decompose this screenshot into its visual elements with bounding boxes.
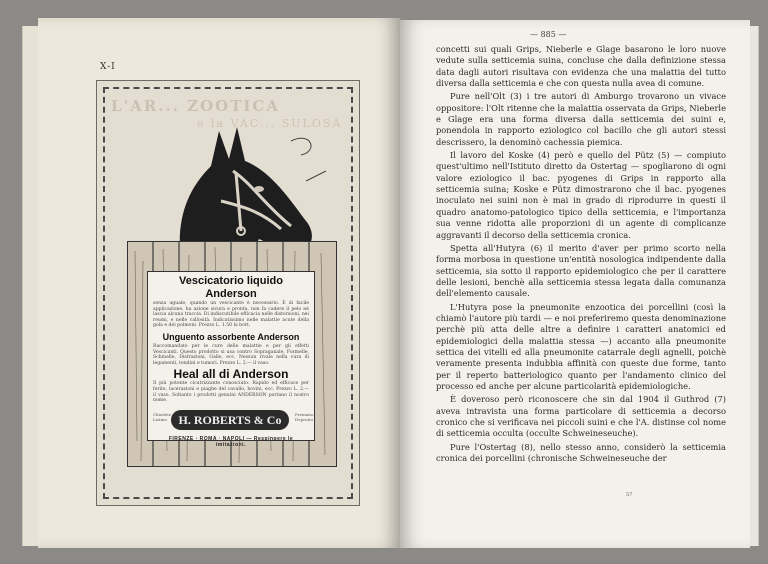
paragraph: È doveroso però riconoscere che sin dal 1904 il Guthrod (7) aveva intravista una forma particolare di setticemia a decorso cronico che si verificava nei piccoli suini e che l'A. distinse col nome di setticemia occulta (occulte Schweineseuche). xyxy=(436,394,726,439)
show-through-line: e la VAC... SULOSA xyxy=(197,117,343,130)
paragraph: concetti sui quali Grips, Nieberle e Glage basarono le loro nuove vedute sulla setticemia suina, concluse che dalla definizione stessa data dagli autori risultava con evidenza che una malattia del tutto diversa dalla setticemia e che con questa nulla avea di comune. xyxy=(436,44,726,89)
signature-mark: 57 xyxy=(626,492,633,498)
ad-title-vescicatorio: Vescicatorio liquido Anderson xyxy=(179,275,283,300)
ad-title-unguento: Unguento assorbente Anderson xyxy=(162,331,300,342)
paragraph: L'Hutyra pose la pneumonite enzootica dei porcellini (così la chiamò l'autore più tardi — e noi preferiremo questa denominazione perchè più atta delle altre a definire i caratteri anatomici ed epidemiologici della malattia stessa —) accanto alla pneumonite settica dei vitelli ed alla pneumonite catarrale degli agnelli, poichè veramente presenta indubbia affinità con queste due forme, tanto per il reperto batteriologico quanto per l'andamento clinico del processo ed anche per alcune particolarità epidemiologiche. xyxy=(436,301,726,391)
ad-text-vescicatorio: senza uguale, quando un vescicante è necessario. È di facile applicazione, ha azione sicura e pronta, non fa cadere il pelo nè lascia alcuna traccia. Di indiscutibile efficacia nelle distorsioni, nei reumi, e nelle callosità. Indicatissimo nelle malattie acute della gola e dei polmoni. Prezzo L. 1.50 la bott. xyxy=(153,301,309,329)
open-book xyxy=(8,12,760,552)
paragraph: Pure l'Ostertag (8), nello stesso anno, considerò la setticemia cronica dei porcellini (chronische Schweineseuche der xyxy=(436,441,726,464)
ad-text-heal-all: Il più potente cicatrizzante conosciuto. Rapido ed efficace per ferite, lacerazioni e piaghe del cavallo, bovini, ecc. Prezzo L. 2.— il vaso. Soltanto i prodotti genuini ANDERSON portano il nostro nome. xyxy=(153,381,309,404)
show-through-heading: L'AR... ZOOTICA xyxy=(111,97,280,115)
page-number: — 885 — xyxy=(530,30,567,39)
paragraph: Il lavoro del Koske (4) però e quello del Pütz (5) — compiuto quest'ultimo nell'Istituto diretto da Ostertag — spogliarono di ogni valore eziologico il bac. pyogenes di Grips in rapporto alla setticemia suina; Koske e Pütz dimostrarono che il bac. pyogenes inoculato nei suini non è mai in grado di riprodurre in questi il quadro anatomo-patologico tipico della setticemia, e l'importanza sua venne ridotta alle proporzioni di un agente di complicanze aggravanti il decorso della setticemia cronica. xyxy=(436,150,726,240)
side-note-left: Chiedete Listino xyxy=(153,411,172,422)
corner-mark: X-I xyxy=(100,62,116,72)
right-page xyxy=(400,20,750,548)
paragraph: Spetta all'Hutyra (6) il merito d'aver per primo scorto nella forma morbosa in questione un'entità nosologica indipendente dalla setticemia, sia sotto il rapporto epidemiologico che per il carattere delle lesioni, benchè alla setticemia stessa legata dalla comunanza dell'elemento causale. xyxy=(436,242,726,299)
ad-title-heal-all: Heal all di Anderson xyxy=(173,367,289,382)
brand-row xyxy=(153,408,314,434)
brand-logo: H. ROBERTS & Co xyxy=(171,410,289,430)
brand-cities: FIRENZE · ROMA · NAPOLI — Respingere le imitazioni. xyxy=(168,435,294,448)
advertisement-notice xyxy=(147,271,315,448)
left-page xyxy=(38,18,400,548)
paragraph: Pure nell'Olt (3) i tre autori di Amburgo trovarono un vivace oppositore: l'Olt ritenne che la malattia osservata da Grips, Nieberle e Glage era una forma diversa dalla setticemia dei suini e, ponendola in rapporto eziologico col bacillo che gli autori stessi descrissero, la denominò cachessia piemica. xyxy=(436,91,726,147)
advertisement-plate xyxy=(96,80,360,506)
ad-text-unguento: Raccomandato per le cure delle malattie e per gli effetti Vescicanti. Questo prodotto si usa contro Sopraganale, Formelle, Schinelle, Distrazioni, Galle, ecc. Nessun rivale nella cura di legamenti, tendini e tumori. Prezzo L. 2.— il vaso. xyxy=(153,343,309,366)
body-text xyxy=(436,44,726,466)
side-note-right: Premiato Deposito xyxy=(295,411,314,422)
